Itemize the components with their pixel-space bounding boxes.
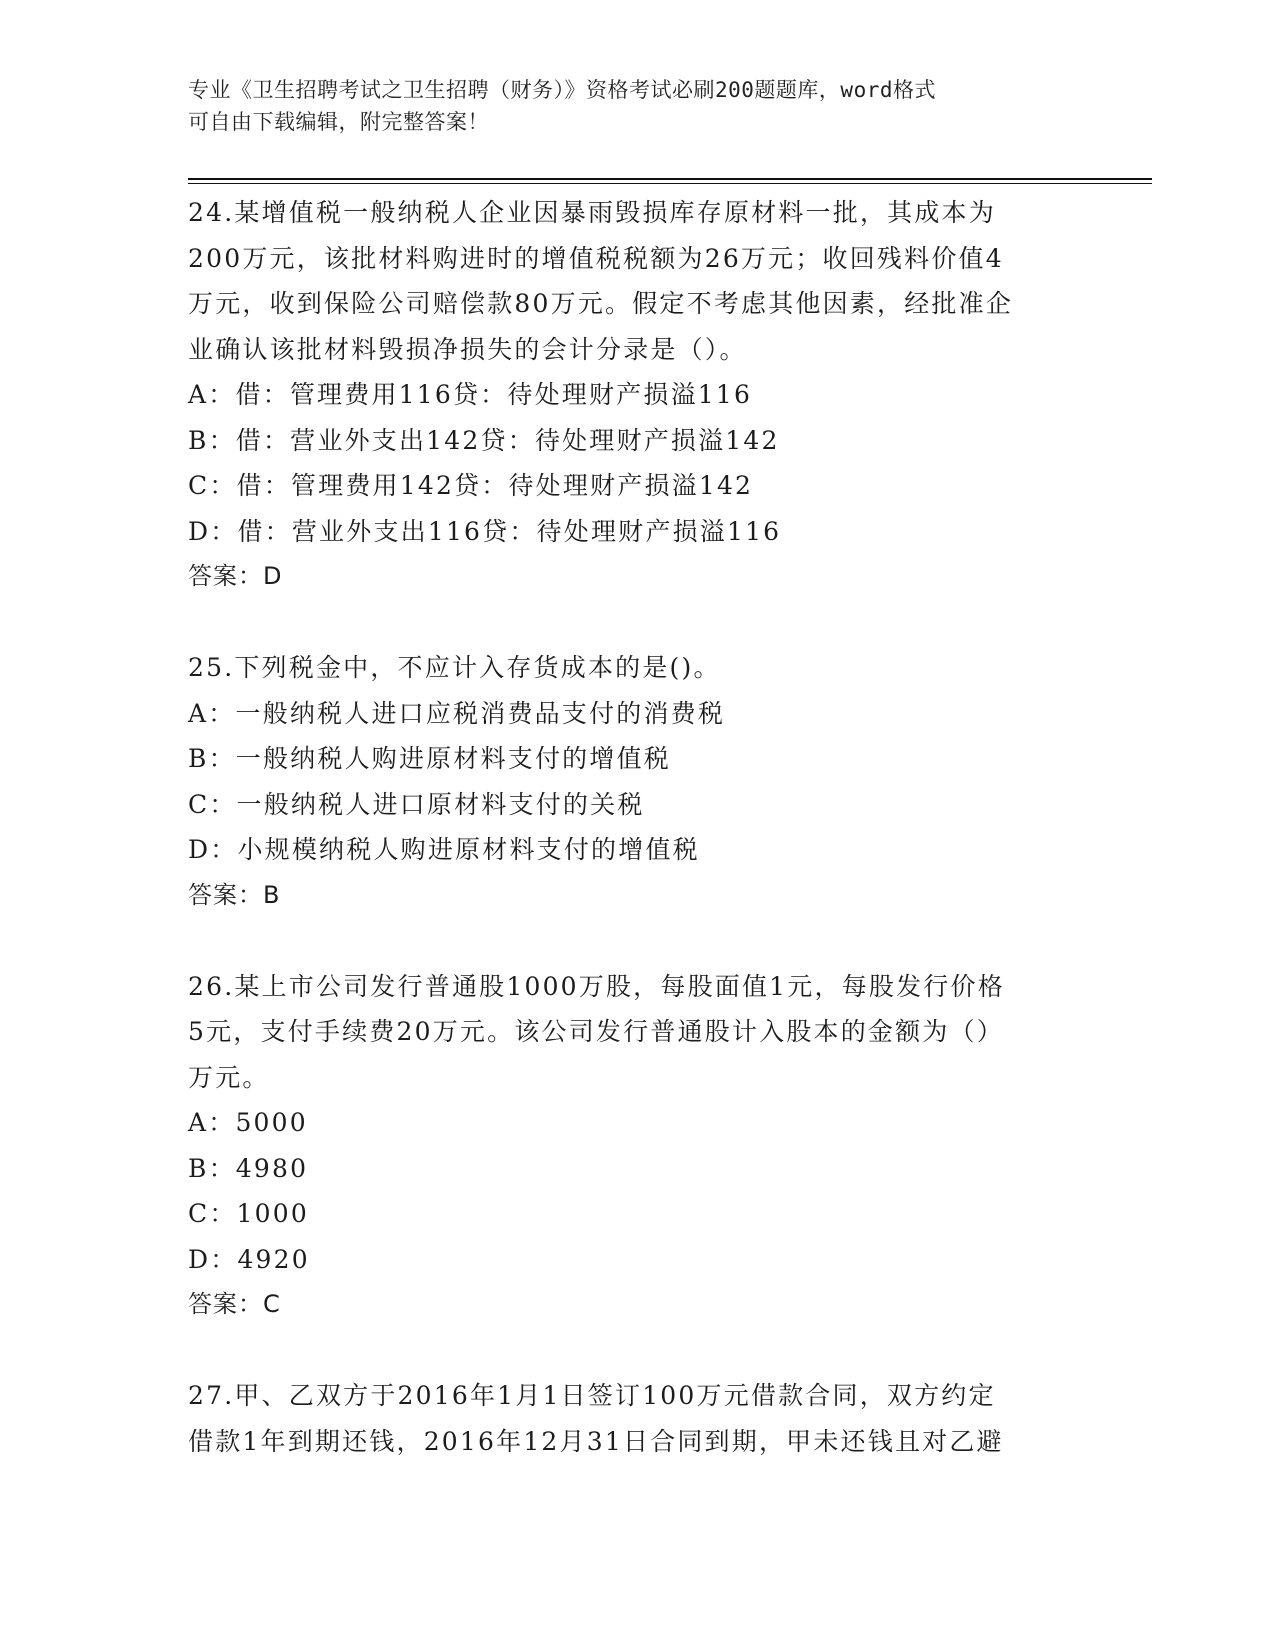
answer-label: 答案：D xyxy=(188,562,283,590)
question-list xyxy=(188,190,1088,1464)
answer-label: 答案：C xyxy=(188,1290,281,1318)
question-stem-line: 200万元，该批材料购进时的增值税税额为26万元；收回残料价值4 xyxy=(188,243,1004,273)
question-stem-line: 25.下列税金中，不应计入存货成本的是()。 xyxy=(188,653,721,682)
option-d: D：借：营业外支出116贷：待处理财产损溢116 xyxy=(188,516,782,546)
question-stem-line: 万元。 xyxy=(188,1062,270,1092)
header-divider-thick xyxy=(188,178,1152,180)
question-25 xyxy=(188,645,1088,918)
option-a: A：5000 xyxy=(188,1108,308,1137)
question-stem-line: 借款1年到期还钱，2016年12月31日合同到期，甲未还钱且对乙避 xyxy=(188,1426,1004,1456)
question-stem-line: 26.某上市公司发行普通股1000万股，每股面值1元，每股发行价格 xyxy=(188,971,1005,1001)
option-b: B：一般纳税人购进原材料支付的增值税 xyxy=(188,744,671,773)
option-d: D：小规模纳税人购进原材料支付的增值税 xyxy=(188,835,700,864)
question-stem-line: 5元，支付手续费20万元。该公司发行普通股计入股本的金额为（） xyxy=(188,1017,1004,1046)
answer-label: 答案：B xyxy=(188,880,281,909)
option-c: C：借：管理费用142贷：待处理财产损溢142 xyxy=(188,471,754,500)
question-stem-line: 万元，收到保险公司赔偿款80万元。假定不考虑其他因素，经批准企 xyxy=(188,289,1014,318)
option-a: A：借：管理费用116贷：待处理财产损溢116 xyxy=(188,380,753,409)
question-stem-line: 业确认该批材料毁损净损失的会计分录是（）。 xyxy=(188,334,747,364)
option-b: B：借：营业外支出142贷：待处理财产损溢142 xyxy=(188,425,780,455)
header-line-1: 专业《卫生招聘考试之卫生招聘（财务）》资格考试必刷200题题库，word格式 xyxy=(188,78,936,102)
question-26 xyxy=(188,964,1088,1328)
question-stem-line: 24.某增值税一般纳税人企业因暴雨毁损库存原材料一批，其成本为 xyxy=(188,198,996,227)
question-stem-line: 27.甲、乙双方于2016年1月1日签订100万元借款合同，双方约定 xyxy=(188,1381,996,1410)
question-spacer xyxy=(188,600,1088,646)
option-b: B：4980 xyxy=(188,1153,309,1183)
question-spacer xyxy=(188,1328,1088,1374)
question-24 xyxy=(188,190,1088,600)
option-c: C：1000 xyxy=(188,1199,309,1228)
header-divider-thin xyxy=(188,183,1152,184)
question-27 xyxy=(188,1373,1088,1464)
document-header xyxy=(188,74,1088,138)
question-spacer xyxy=(188,918,1088,964)
option-d: D：4920 xyxy=(188,1244,310,1274)
option-c: C：一般纳税人进口原材料支付的关税 xyxy=(188,789,645,819)
option-a: A：一般纳税人进口应税消费品支付的消费税 xyxy=(188,698,726,728)
header-line-2: 可自由下载编辑，附完整答案！ xyxy=(188,110,489,134)
